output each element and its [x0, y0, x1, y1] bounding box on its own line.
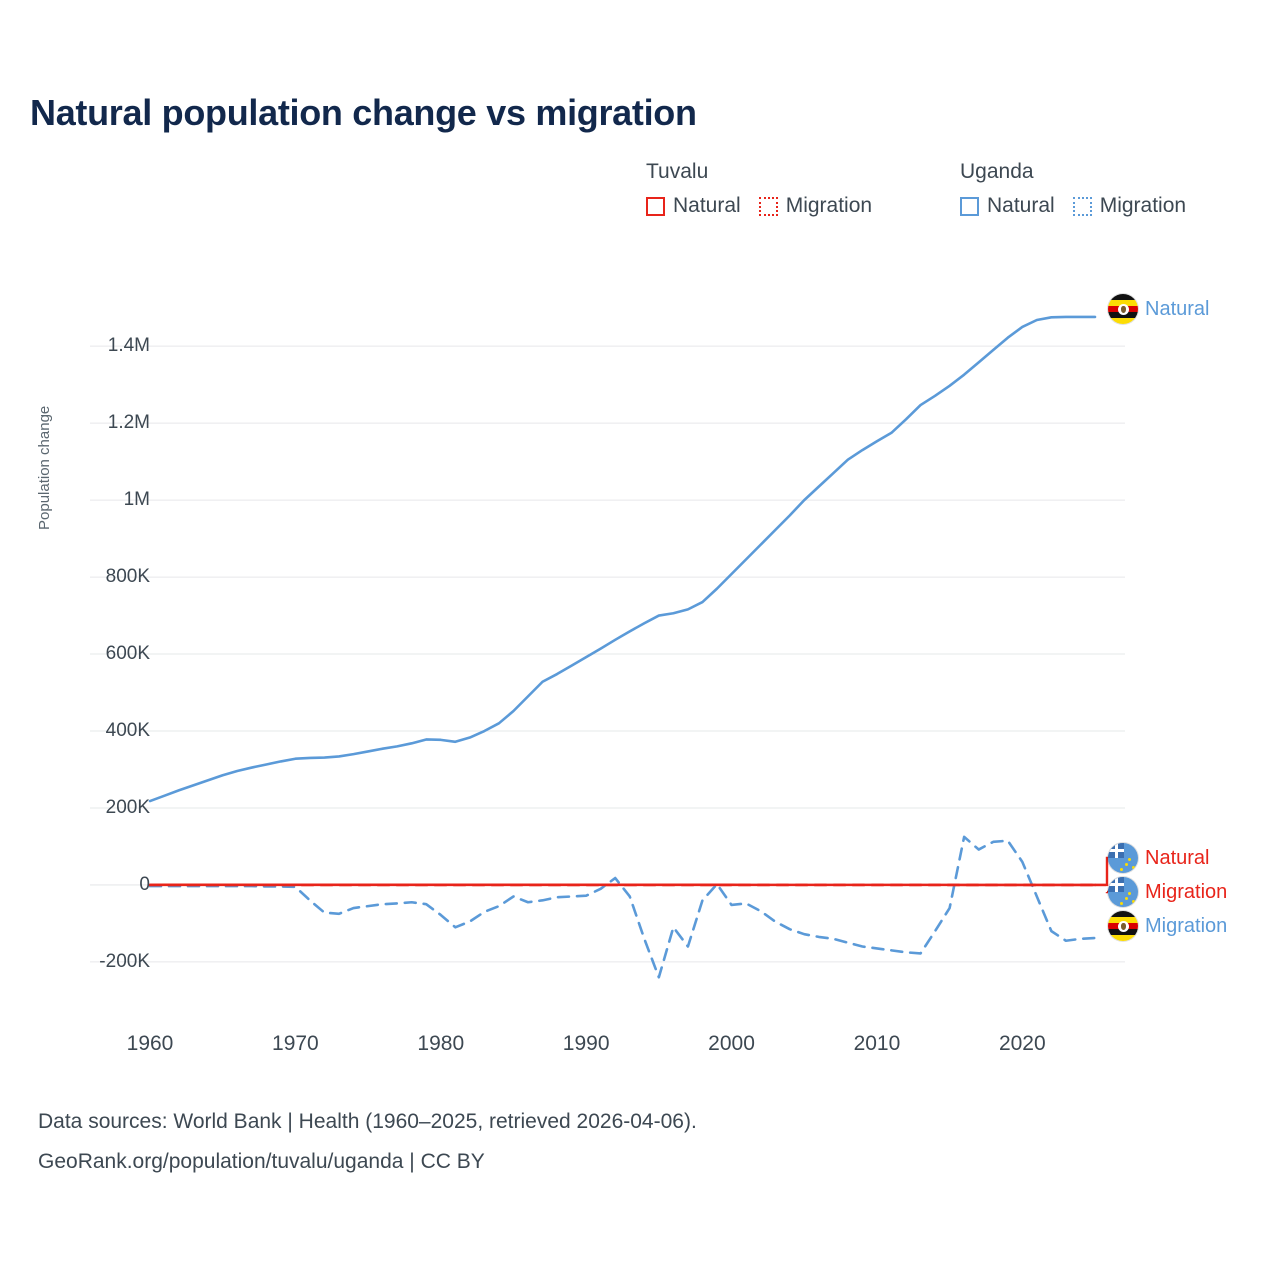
endpoint-label-text: Migration: [1145, 914, 1228, 937]
series-endpoint-label: [1108, 877, 1227, 907]
y-axis-tick-label: 1.2M: [107, 412, 150, 434]
uganda-flag-icon: [1108, 911, 1138, 941]
endpoint-label-text: Migration: [1145, 880, 1228, 903]
y-axis-tick-label: -200K: [99, 950, 150, 972]
x-axis-tick-label: 1970: [272, 1032, 319, 1055]
series-line: [150, 837, 1095, 977]
legend-item-label: Migration: [1099, 194, 1187, 217]
y-axis-tick-label: 0: [139, 873, 150, 895]
legend-country-label: Uganda: [960, 160, 1034, 183]
x-axis-tick-label: 2000: [708, 1032, 755, 1055]
tuvalu-flag-icon: [1108, 843, 1138, 873]
y-axis-tick-label: 1M: [123, 489, 150, 511]
y-axis-label: Population change: [36, 405, 53, 530]
series-endpoint-label: [1108, 294, 1209, 324]
page-title: Natural population change vs migration: [30, 92, 697, 133]
x-axis-tick-label: 1990: [562, 1032, 610, 1055]
y-axis-tick-label: 200K: [105, 796, 150, 818]
y-axis-tick-label: 400K: [105, 720, 150, 741]
x-axis-tick-label: 2010: [853, 1032, 901, 1055]
data-source-line-1: Data sources: World Bank | Health (1960–2025, retrieved 2026-04-06).: [38, 1110, 697, 1133]
legend-item-label: Natural: [673, 194, 741, 217]
legend-item-label: Migration: [785, 194, 873, 217]
endpoint-label-text: Natural: [1145, 297, 1210, 320]
legend-country-label: Tuvalu: [646, 160, 709, 183]
series-endpoint-label: [1108, 843, 1209, 873]
x-axis-tick-label: 1960: [126, 1032, 174, 1055]
series-line: [150, 317, 1095, 801]
endpoint-label-text: Natural: [1145, 846, 1210, 869]
y-axis-tick-label: 1.4M: [107, 335, 150, 357]
data-source-line-2: GeoRank.org/population/tuvalu/uganda | CC BY: [38, 1150, 485, 1173]
y-axis-tick-label: 800K: [105, 566, 150, 588]
uganda-flag-icon: [1108, 294, 1138, 324]
x-axis-tick-label: 1980: [417, 1032, 465, 1055]
y-axis-tick-label: 600K: [105, 643, 150, 665]
series-endpoint-label: [1108, 911, 1227, 941]
x-axis-tick-label: 2020: [998, 1032, 1046, 1055]
tuvalu-flag-icon: [1108, 877, 1138, 907]
legend-item-label: Natural: [987, 194, 1055, 217]
